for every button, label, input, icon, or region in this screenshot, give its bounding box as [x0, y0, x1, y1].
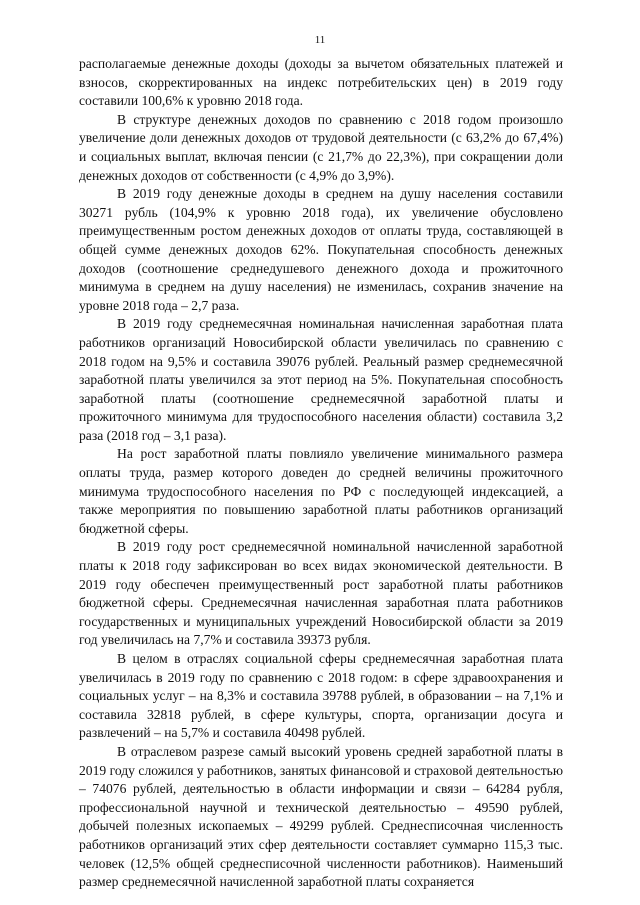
- paragraph-wage-growth-sectors: В 2019 году рост среднемесячной номинальной начисленной заработной платы к 2018 году зафиксирован во всех видах экономической деятельности. В 2019 году обеспечен преимущественный рост заработной платы работников бюджетной сферы. Среднемесячная начисленная заработная плата работников государственных и муниципальных учреждений Новосибирской области за 2019 год увеличилась на 7,7% и составила 39373 рубля.: [79, 539, 563, 648]
- paragraph-average-wage: В 2019 году среднемесячная номинальная начисленная заработная плата работников организаций Новосибирской области увеличилась по сравнению с 2018 годом на 9,5% и составила 39076 рублей. Реальный размер среднемесячной заработной платы увеличился за этот период на 5%. Покупательная способность заработной платы (соотношение среднемесячной заработной платы и прожиточного минимума для трудоспособного населения области) составила 3,2 раза (2018 год – 3,1 раза).: [79, 316, 563, 443]
- paragraph-social-sphere-wages: В целом в отраслях социальной сферы среднемесячная заработная плата увеличилась в 2019 году по сравнению с 2018 годом: в сфере здравоохранения и социальных услуг – на 8,3% и составила 39788 рублей, в образовании – на 7,1% и составила 32818 рублей, в сфере культуры, спорта, организации досуга и развлечений – на 5,7% и составила 40498 рублей.: [79, 651, 563, 741]
- paragraph-sectoral-wages: В отраслевом разрезе самый высокий уровень средней заработной платы в 2019 году сложился у работников, занятых финансовой и страховой деятельностью – 74076 рублей, деятельностью в области информации и связи – 64284 рубля, профессиональной научной и технической деятельностью – 49590 рублей, добычей полезных ископаемых – 49299 рублей. Среднесписочная численность работников организаций этих сфер деятельности составляет суммарно 115,3 тыс. человек (12,5% общей среднесписочной численности работников). Наименьший размер среднемесячной начисленной заработной платы сохраняется: [79, 743, 563, 890]
- page-number: 11: [314, 34, 326, 46]
- paragraph-per-capita-income: В 2019 году денежные доходы в среднем на душу населения составили 30271 рубль (104,9% к уровню 2018 года), их увеличение обусловлено преимущественным ростом денежных доходов от оплаты труда, составляющей в общей сумме денежных доходов 62%. Покупательная способность денежных доходов (соотношение среднедушевого денежного дохода и прожиточного минимума в среднем на душу населения) не изменилась, сохранив значение на уровне 2018 года – 2,7 раза.: [79, 186, 563, 313]
- document-body: [79, 55, 563, 892]
- paragraph-income-structure: В структуре денежных доходов по сравнению с 2018 годом произошло увеличение доли денежных доходов от трудовой деятельности (с 63,2% до 67,4%) и социальных выплат, включая пенсии (с 21,7% до 22,3%), при сокращении доли денежных доходов от собственности (с 4,9% до 3,9%).: [79, 111, 563, 183]
- paragraph-continuation: располагаемые денежные доходы (доходы за вычетом обязательных платежей и взносов, скорректированных на индекс потребительских цен) в 2019 году составили 100,6% к уровню 2018 года.: [79, 56, 563, 109]
- paragraph-minimum-wage: На рост заработной платы повлияло увеличение минимального размера оплаты труда, размер которого доведен до средней величины прожиточного минимума трудоспособного населения по РФ с последующей индексацией, а также мероприятия по повышению заработной платы работников организаций бюджетной сферы.: [79, 446, 563, 536]
